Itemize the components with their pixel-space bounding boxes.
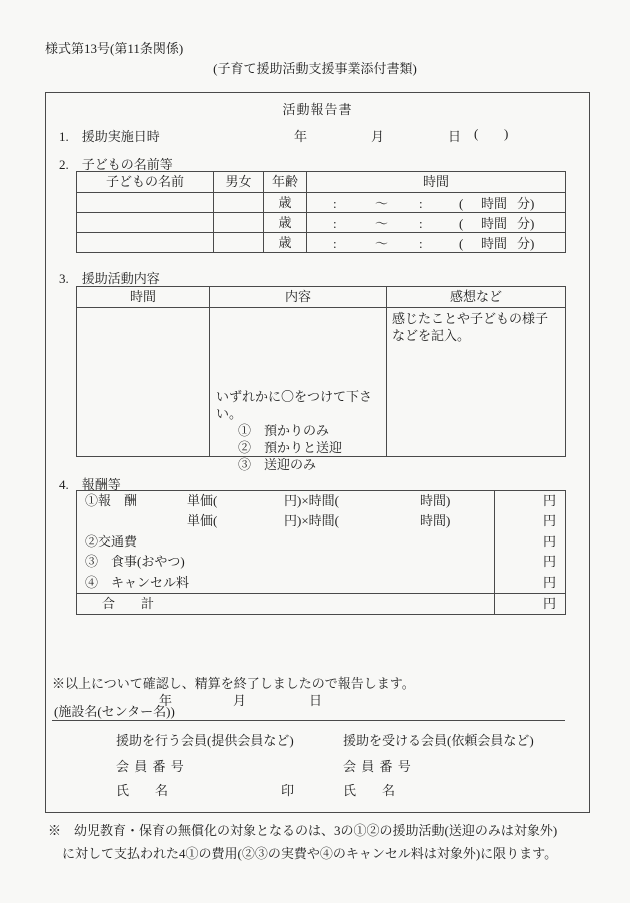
range-tilde: ～ (375, 236, 389, 251)
fee-yen-label: 円 (542, 574, 556, 590)
option-custody-only: ① 預かりのみ (238, 423, 330, 438)
hours-label: 時間 (481, 196, 508, 211)
section3-label: 3. 援助活動内容 (59, 271, 160, 286)
section1-label: 1. 援助実施日時 (59, 129, 160, 144)
recipient-name-label: 氏 名 (343, 783, 396, 798)
provider-number-label: 会 員 番 号 (116, 759, 185, 774)
fee-detail-cell (77, 532, 495, 552)
child-row (77, 232, 565, 252)
time-cell (307, 193, 565, 212)
minutes-label: 分) (517, 236, 535, 251)
activity-content-cell (210, 308, 387, 472)
fee-detail-cell (77, 511, 495, 531)
weekday-paren-close-icon: ) (504, 126, 509, 141)
age-cell: 歳 (264, 193, 307, 212)
sex-cell (214, 233, 264, 252)
confirm-month-label: 月 (233, 693, 247, 708)
section4-label: 4. 報酬等 (59, 477, 121, 492)
minutes-label: 分) (517, 196, 535, 211)
activity-row (77, 307, 565, 472)
provider-title: 援助を行う会員(提供会員など) (116, 733, 294, 748)
option-custody-and-transport: ② 預かりと送迎 (238, 440, 343, 455)
child-row (77, 192, 565, 212)
fee-yen-label: 円 (542, 554, 556, 570)
circle-instruction: いずれかに〇をつけて下さい。 (216, 389, 373, 421)
child-name-cell (77, 193, 214, 212)
provider-name-label: 氏 名 (116, 783, 169, 798)
section2-label: 2. 子どもの名前等 (59, 157, 173, 172)
fee-row-reward-1 (77, 491, 565, 511)
hours-label: 時間 (481, 236, 508, 251)
sex-cell (214, 193, 264, 212)
impression-cell: 感じたことや子どもの様子などを記入。 (392, 311, 549, 343)
fee-item-label: ③ 食事(おやつ) (85, 554, 185, 570)
end-colon: : (419, 216, 423, 231)
fee-row-reward-2 (77, 511, 565, 531)
total-yen-label: 円 (542, 595, 556, 611)
col-child-name: 子どもの名前 (77, 172, 214, 192)
unit-price-label: 単価( (187, 493, 218, 508)
child-name-cell (77, 213, 214, 232)
unit-price-label: 単価( (187, 513, 218, 529)
end-colon: : (419, 236, 423, 251)
fee-total-row (77, 593, 565, 614)
report-box (45, 92, 590, 813)
col-activity-time: 時間 (77, 287, 210, 307)
fee-detail-cell (77, 552, 495, 572)
fee-row-transport (77, 532, 565, 552)
form-number: 様式第13号(第11条関係) (45, 41, 184, 56)
duration-paren-open: ( (459, 196, 464, 211)
activity-table (76, 286, 566, 472)
fee-item-label: ①報 酬 (85, 493, 138, 508)
activity-time-cell (77, 308, 210, 456)
yen-times-hours-label: 円)×時間( (284, 513, 339, 529)
recipient-title: 援助を受ける会員(依頼会員など) (343, 733, 534, 748)
option-transport-only: ③ 送迎のみ (238, 457, 317, 472)
attachment-note: (子育て援助活動支援事業添付書類) (213, 61, 417, 76)
age-cell: 歳 (264, 233, 307, 252)
col-time: 時間 (422, 174, 449, 189)
fee-row-meal (77, 552, 565, 572)
time-cell (307, 233, 565, 252)
total-cell (77, 594, 495, 614)
child-name-cell (77, 233, 214, 252)
hours-close-label: 時間) (420, 493, 451, 508)
fee-yen-label: 円 (542, 533, 556, 549)
range-tilde: ～ (375, 216, 389, 231)
report-title: 活動報告書 (282, 102, 353, 117)
col-activity-content: 内容 (210, 287, 387, 307)
col-sex: 男女 (214, 172, 264, 192)
children-table (76, 171, 566, 253)
col-impression: 感想など (449, 289, 502, 304)
col-age: 年齢 (264, 172, 307, 192)
children-table-header (77, 172, 565, 192)
footer-note-line2: に対して支払われた4①の費用(②③の実費や④のキャンセル料は対象外)に限ります。 (62, 846, 558, 861)
hours-label: 時間 (481, 216, 508, 231)
recipient-number-label: 会 員 番 号 (343, 759, 412, 774)
fee-item-label: ④ キャンセル料 (85, 574, 190, 590)
fee-detail-cell (77, 491, 495, 511)
range-tilde: ～ (375, 196, 389, 211)
confirmation-statement: ※以上について確認し、精算を終了しましたので報告します。 (52, 676, 415, 691)
total-label: 合 計 (102, 595, 155, 611)
confirm-day-label: 日 (309, 693, 323, 708)
time-cell (307, 213, 565, 232)
duration-paren-open: ( (459, 216, 464, 231)
child-row (77, 212, 565, 232)
date-month-label: 月 (371, 129, 385, 144)
end-colon: : (419, 196, 423, 211)
fee-item-label: ②交通費 (85, 533, 138, 549)
start-colon: : (333, 196, 337, 211)
fee-yen-label: 円 (542, 513, 556, 529)
duration-paren-open: ( (459, 236, 464, 251)
fee-yen-label: 円 (542, 493, 556, 508)
start-colon: : (333, 236, 337, 251)
age-cell: 歳 (264, 213, 307, 232)
fee-row-cancel (77, 573, 565, 593)
start-colon: : (333, 216, 337, 231)
fee-detail-cell (77, 573, 495, 593)
footer-note-line1: ※ 幼児教育・保育の無償化の対象となるのは、3の①②の援助活動(送迎のみは対象外) (48, 823, 558, 838)
date-day-label: 日 (448, 129, 462, 144)
yen-times-hours-label: 円)×時間( (284, 493, 339, 508)
confirm-year-label: 年 (159, 693, 173, 708)
weekday-paren-open-icon: ( (474, 126, 479, 141)
date-year-label: 年 (294, 129, 308, 144)
minutes-label: 分) (517, 216, 535, 231)
sex-cell (214, 213, 264, 232)
seal-label: 印 (281, 783, 295, 798)
hours-close-label: 時間) (420, 513, 451, 529)
activity-table-header (77, 287, 565, 307)
fee-table (76, 490, 566, 615)
facility-name-line: (施設名(センター名)) (52, 703, 565, 721)
